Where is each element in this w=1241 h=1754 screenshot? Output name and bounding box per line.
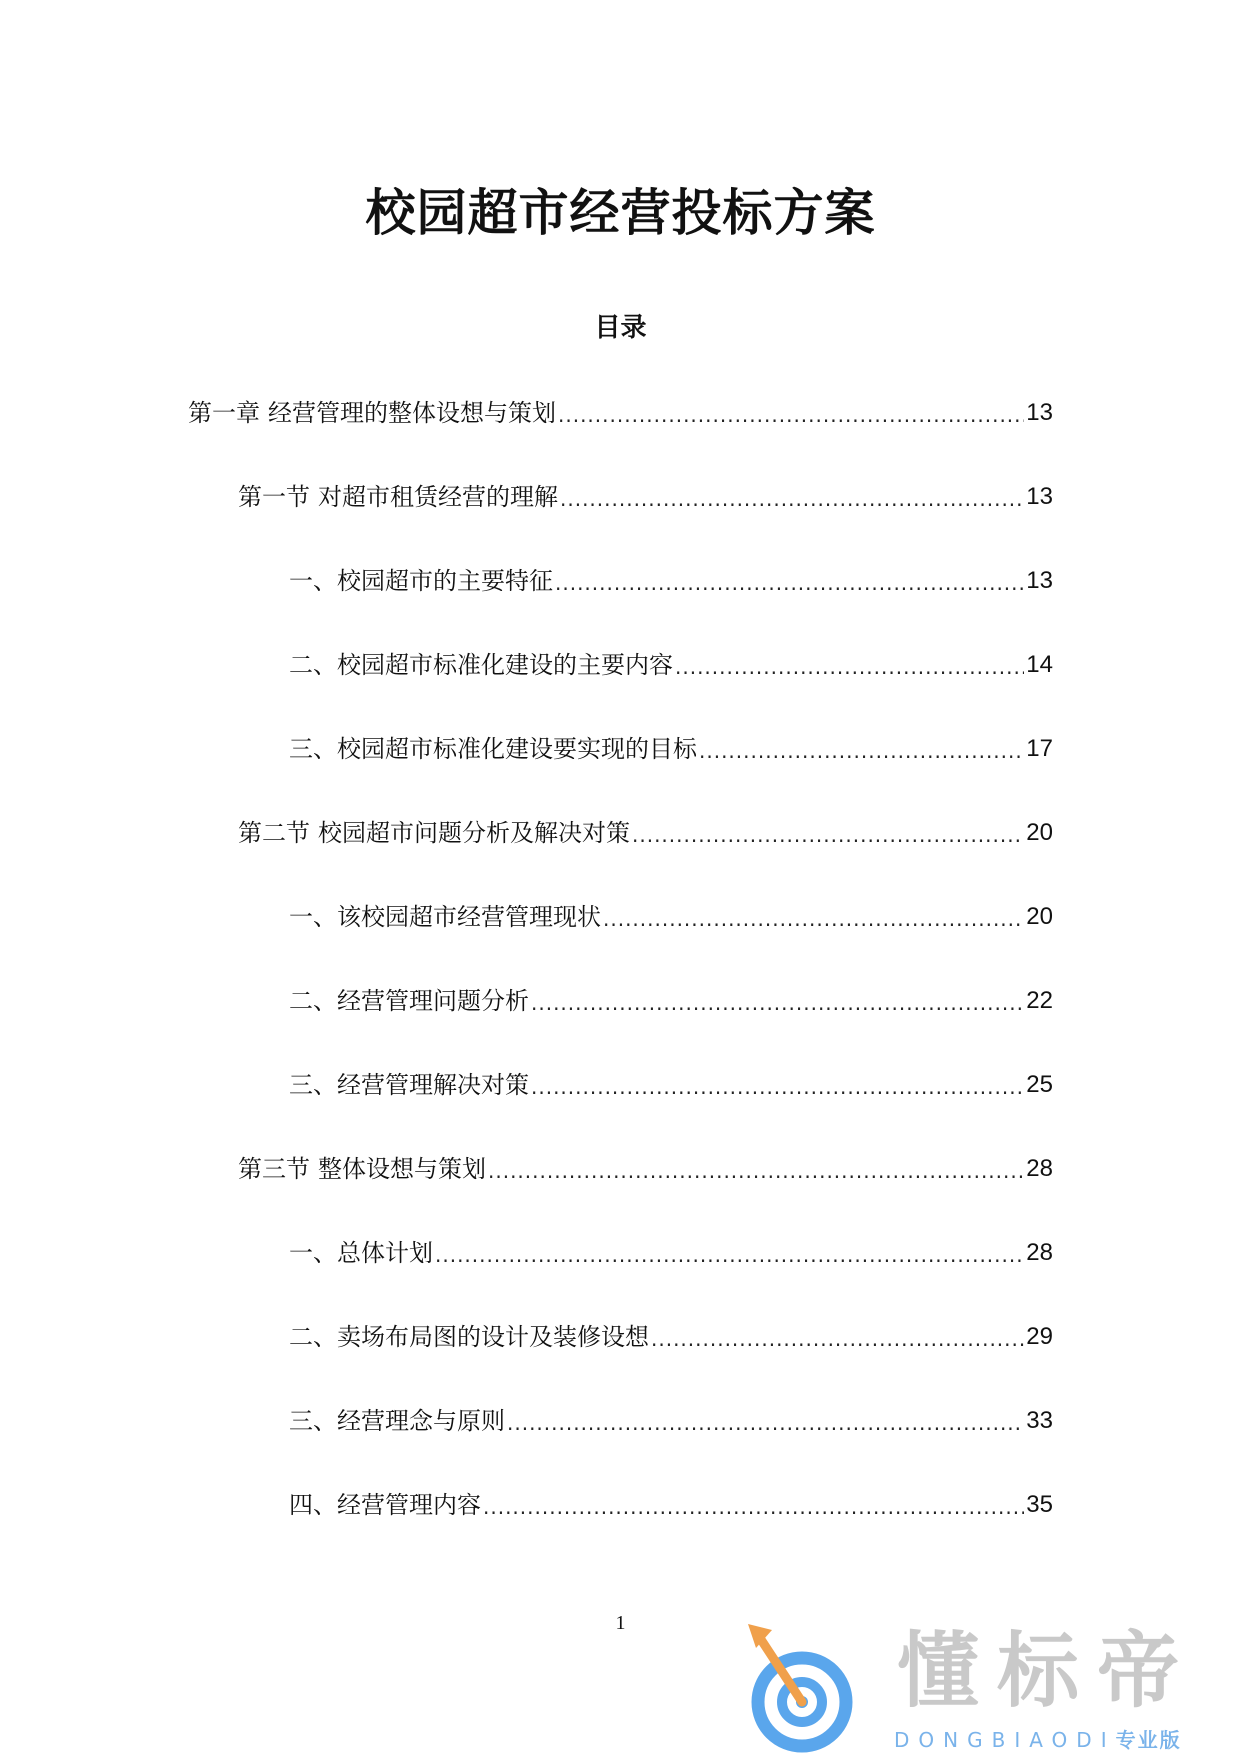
document-title: 校园超市经营投标方案 [365, 184, 876, 242]
toc-heading: 目录 [594, 313, 647, 343]
toc-leader-dots [651, 1319, 1024, 1359]
toc-entry-page: 13 [1026, 567, 1053, 594]
toc-leader-dots [558, 395, 1024, 435]
toc-entry-page: 29 [1026, 1323, 1053, 1350]
toc-entry-number: 第三节 [238, 1155, 310, 1183]
toc-entry-title [289, 1487, 481, 1523]
toc-entry-page: 13 [1026, 483, 1053, 510]
toc-entry-title [289, 563, 553, 599]
toc-entry-page: 28 [1026, 1239, 1053, 1266]
toc-entry-number: 一、 [289, 903, 337, 931]
toc-entry-page: 20 [1026, 903, 1053, 930]
toc-entry[interactable] [0, 983, 1241, 1067]
toc-entry-title [289, 1403, 505, 1439]
toc-entry[interactable] [0, 395, 1241, 479]
toc-entry-number: 第一章 [188, 399, 260, 427]
toc-entry-number: 一、 [289, 1239, 337, 1267]
toc-entry-title [238, 1151, 486, 1187]
toc-entry-page: 13 [1026, 399, 1053, 426]
toc-leader-dots [488, 1151, 1024, 1191]
toc-entry[interactable] [0, 1487, 1241, 1571]
watermark-latin: DONGBIAODI [894, 1728, 1116, 1752]
toc-entry-page: 35 [1026, 1491, 1053, 1518]
toc-entry-number: 第二节 [238, 819, 310, 847]
toc-entry-number: 第一节 [238, 483, 310, 511]
watermark-subtitle [894, 1728, 1182, 1752]
toc-entry-label: 整体设想与策划 [318, 1155, 486, 1183]
toc-entry-title [238, 815, 630, 851]
toc-entry[interactable] [0, 815, 1241, 899]
toc-entry-label: 校园超市标准化建设的主要内容 [337, 651, 673, 679]
toc-leader-dots [483, 1487, 1024, 1527]
toc-leader-dots [699, 731, 1024, 771]
toc-entry-title [289, 983, 529, 1019]
toc-entry-number: 二、 [289, 651, 337, 679]
toc-entry-title [289, 899, 601, 935]
toc-entry-number: 二、 [289, 1323, 337, 1351]
toc-entry-title [289, 731, 697, 767]
toc-leader-dots [560, 479, 1024, 519]
toc-entry-number: 三、 [289, 1407, 337, 1435]
toc-entry[interactable] [0, 1067, 1241, 1151]
toc-entry-page: 17 [1026, 735, 1053, 762]
toc-entry[interactable] [0, 563, 1241, 647]
page-number: 1 [615, 1612, 626, 1634]
toc-entry-label: 经营管理的整体设想与策划 [268, 399, 556, 427]
toc-entry-label: 总体计划 [337, 1239, 433, 1267]
toc-entry-label: 校园超市的主要特征 [337, 567, 553, 595]
toc-entry-label: 经营管理内容 [337, 1491, 481, 1519]
target-arrow-icon [742, 1618, 872, 1754]
watermark-edition: 专业版 [1115, 1728, 1182, 1752]
toc-entry-page: 33 [1026, 1407, 1053, 1434]
toc-entry[interactable] [0, 647, 1241, 731]
toc-entry-number: 一、 [289, 567, 337, 595]
toc-entry-title [238, 479, 558, 515]
toc-entry-label: 卖场布局图的设计及装修设想 [337, 1323, 649, 1351]
toc-entry-page: 20 [1026, 819, 1053, 846]
toc-entry[interactable] [0, 899, 1241, 983]
toc-entry-label: 经营理念与原则 [337, 1407, 505, 1435]
toc-entry[interactable] [0, 1235, 1241, 1319]
toc-entry-label: 经营管理解决对策 [337, 1071, 529, 1099]
toc-entry-label: 该校园超市经营管理现状 [337, 903, 601, 931]
toc-leader-dots [555, 563, 1024, 603]
toc-entry-title [289, 647, 673, 683]
toc-entry-number: 三、 [289, 1071, 337, 1099]
table-of-contents [0, 395, 1241, 1571]
toc-leader-dots [531, 983, 1024, 1023]
watermark-brand: 懂标帝 [897, 1624, 1198, 1719]
toc-entry[interactable] [0, 1403, 1241, 1487]
toc-entry-label: 校园超市问题分析及解决对策 [318, 819, 630, 847]
toc-entry-title [289, 1319, 649, 1355]
toc-leader-dots [435, 1235, 1024, 1275]
watermark [742, 1618, 1241, 1754]
toc-entry[interactable] [0, 731, 1241, 815]
toc-entry-label: 校园超市标准化建设要实现的目标 [337, 735, 697, 763]
toc-entry-number: 三、 [289, 735, 337, 763]
toc-entry-label: 对超市租赁经营的理解 [318, 483, 558, 511]
toc-entry-title [188, 395, 556, 431]
toc-entry-number: 四、 [289, 1491, 337, 1519]
toc-leader-dots [603, 899, 1024, 939]
toc-entry[interactable] [0, 479, 1241, 563]
toc-entry-page: 14 [1026, 651, 1053, 678]
toc-entry-page: 22 [1026, 987, 1053, 1014]
toc-leader-dots [675, 647, 1024, 687]
toc-entry[interactable] [0, 1151, 1241, 1235]
toc-entry-page: 25 [1026, 1071, 1053, 1098]
toc-entry-title [289, 1235, 433, 1271]
toc-entry-page: 28 [1026, 1155, 1053, 1182]
toc-leader-dots [632, 815, 1024, 855]
toc-leader-dots [507, 1403, 1024, 1443]
toc-entry-title [289, 1067, 529, 1103]
toc-entry-label: 经营管理问题分析 [337, 987, 529, 1015]
toc-entry-number: 二、 [289, 987, 337, 1015]
toc-leader-dots [531, 1067, 1024, 1107]
toc-entry[interactable] [0, 1319, 1241, 1403]
